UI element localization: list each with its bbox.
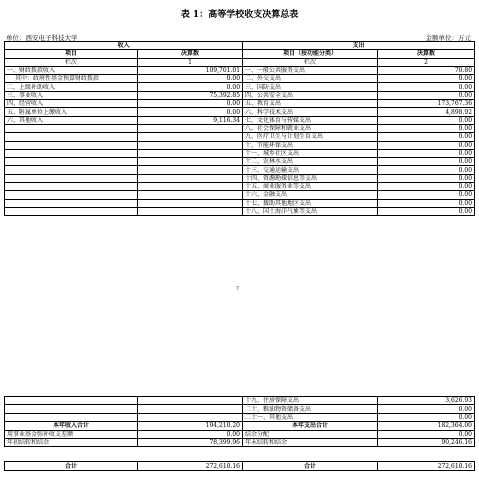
amount-unit-label: 金额单位：万元 [425,34,471,42]
income-value: 109,701.01 [138,66,243,74]
expense-item: 二、外交支出 [243,75,378,83]
budget-table-bottom [4,396,475,471]
table-row [5,91,475,99]
income-value: 0.00 [138,83,243,91]
table-row [5,191,475,199]
income-item: 三、事业收入 [5,91,138,99]
expense-item: 二十、粮油物资储备支出 [243,405,378,413]
expense-item: 九、医疗卫生与计划生育支出 [243,133,378,141]
table-row [5,199,475,207]
begin-balance-label: 年初结转和结余 [5,438,138,446]
income-item: 一、财政拨款收入 [5,66,138,74]
expense-item: 十六、金融支出 [243,191,378,199]
grand-total-row [5,462,475,470]
unit-label: 单位：西安电子科技大学 [6,34,78,42]
expense-item: 十四、资源勘探信息等支出 [243,174,378,182]
income-col-label: 栏次 [5,58,138,66]
expense-col-number: 2 [378,58,475,66]
table-row [5,149,475,157]
page-title: 表 1：高等学校收支决算总表 [180,10,299,20]
income-item: 五、附属单位上缴收入 [5,108,138,116]
expense-value: 173,767.36 [378,100,475,108]
expense-item: 一、一般公共服务支出 [243,66,378,74]
expense-total-label: 本年支出合计 [243,422,378,430]
expense-value: 0.00 [378,191,475,199]
table-row [5,183,475,191]
table-row [5,100,475,108]
expense-value: 0.00 [378,116,475,124]
expense-item: 二十一、其他支出 [243,413,378,421]
table-row [5,75,475,83]
expense-item: 四、公共安全支出 [243,91,378,99]
expense-value: 70.80 [378,66,475,74]
table-row [5,430,475,438]
income-item: 四、经营收入 [5,100,138,108]
end-balance-label: 年末结转和结余 [243,438,378,446]
surplus-value: 0.00 [378,430,475,438]
income-value: 0.00 [138,75,243,83]
table-row [5,108,475,116]
table-row [5,405,475,413]
table-row [5,397,475,405]
totals-row [5,422,475,430]
grand-total-label-left: 合计 [5,462,138,470]
expense-value: 0.00 [378,124,475,132]
expense-item: 十八、国土海洋气象等支出 [243,207,378,215]
expense-value: 0.00 [378,133,475,141]
expense-value: 4,898.92 [378,108,475,116]
expense-item: 十、节能环保支出 [243,141,378,149]
expense-value: 0.00 [378,149,475,157]
income-item: 二、上级补助收入 [5,83,138,91]
expense-value: 0.00 [378,91,475,99]
table-row [5,116,475,124]
income-col-number: 1 [138,58,243,66]
expense-amount-header: 决算数 [378,50,475,58]
income-value: 9,116.34 [138,116,243,124]
expense-value: 0.00 [378,83,475,91]
surplus-label: 结余分配 [243,430,378,438]
income-value: 0.00 [138,108,243,116]
expense-item: 七、文化体育与传媒支出 [243,116,378,124]
fund-offset-value: 0.00 [138,430,243,438]
table-row [5,141,475,149]
income-value: 0.00 [138,100,243,108]
expense-item: 十七、援助其他地区支出 [243,199,378,207]
table-row [5,133,475,141]
expense-value: 0.00 [378,413,475,421]
income-amount-header: 决算数 [138,50,243,58]
income-item: 六、其他收入 [5,116,138,124]
income-item-header: 项目 [5,50,138,58]
expense-header: 支出 [243,42,475,50]
expense-item: 六、科学技术支出 [243,108,378,116]
expense-value: 0.00 [378,199,475,207]
income-item: 其中：政府性基金预算财政拨款 [5,75,138,83]
expense-value: 0.00 [378,75,475,83]
expense-item: 十一、城乡社区支出 [243,149,378,157]
grand-total-right: 272,610.16 [378,462,475,470]
expense-item: 五、教育支出 [243,100,378,108]
table-row [5,158,475,166]
income-value: 75,392.85 [138,91,243,99]
income-header: 收入 [5,42,243,50]
table-row [5,83,475,91]
expense-value: 0.00 [378,141,475,149]
expense-value: 3,626.93 [378,397,475,405]
expense-value: 0.00 [378,405,475,413]
income-total-value: 194,210.20 [138,422,243,430]
table-row [5,66,475,74]
page-number: 7 [236,286,240,292]
table-row [5,124,475,132]
table-row [5,413,475,421]
begin-balance-value: 78,399.96 [138,438,243,446]
table-row [5,207,475,215]
table-row [5,166,475,174]
budget-table-top [4,41,475,216]
expense-value: 0.00 [378,207,475,215]
expense-item: 十三、交通运输支出 [243,166,378,174]
grand-total-label-right: 合计 [243,462,378,470]
expense-value: 0.00 [378,166,475,174]
table-row [5,174,475,182]
expense-total-value: 182,364.00 [378,422,475,430]
income-total-label: 本年收入合计 [5,422,138,430]
expense-item: 八、社会保障和就业支出 [243,124,378,132]
expense-item: 十九、住房保障支出 [243,397,378,405]
expense-value: 0.00 [378,174,475,182]
expense-item-header: 项目（按功能分类） [243,50,378,58]
fund-offset-label: 用事业基金弥补收支差额 [5,430,138,438]
expense-item: 三、国防支出 [243,83,378,91]
expense-col-label: 栏次 [243,58,378,66]
expense-value: 0.00 [378,183,475,191]
expense-value: 0.00 [378,158,475,166]
table-row [5,438,475,446]
grand-total-left: 272,610.16 [138,462,243,470]
expense-item: 十五、商业服务业等支出 [243,183,378,191]
expense-item: 十二、农林水支出 [243,158,378,166]
end-balance-value: 90,246.16 [378,438,475,446]
